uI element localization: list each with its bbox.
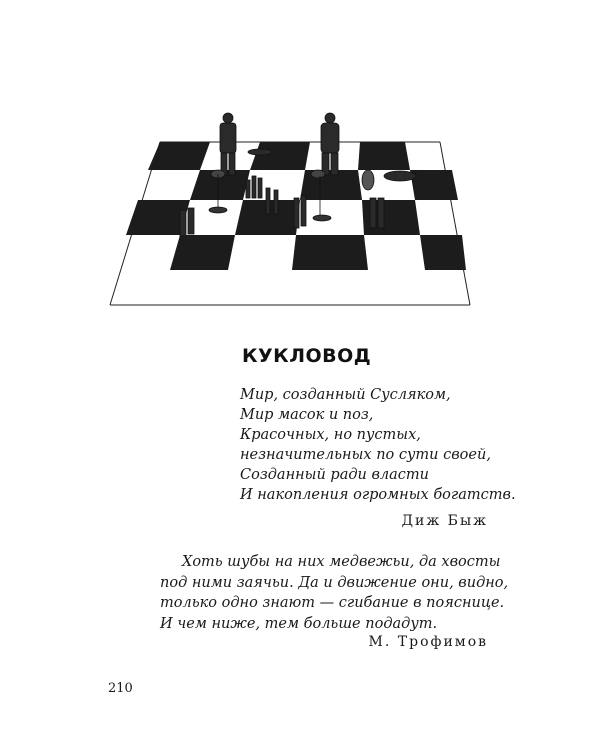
poem-line: И накопления огромных богатств. bbox=[240, 487, 516, 503]
quote-line: под ними заячьи. Да и движение они, видно, bbox=[160, 574, 509, 591]
quote-line: И чем ниже, тем больше подадут. bbox=[160, 615, 438, 632]
poem-line: Созданный ради власти bbox=[240, 467, 430, 483]
quote-line: только одно знают — сгибание в пояснице. bbox=[160, 595, 505, 611]
poem bbox=[240, 385, 516, 505]
article-title: КУКЛОВОД bbox=[242, 345, 372, 367]
poem-line: Мир масок и поз, bbox=[240, 407, 374, 423]
quote bbox=[160, 552, 509, 634]
poem-line: Красочных, но пустых, bbox=[240, 427, 421, 443]
quote-line: Хоть шубы на них медвежьи, да хвосты bbox=[182, 554, 501, 570]
poem-line: Мир, созданный Сусляком, bbox=[240, 387, 451, 403]
poem-line: незначительных по сути своей, bbox=[240, 447, 491, 463]
page-number: 210 bbox=[108, 681, 133, 696]
quote-author: М. Трофимов bbox=[368, 634, 488, 650]
chessboard-illustration bbox=[100, 90, 480, 315]
poem-author: Диж Быж bbox=[401, 513, 488, 529]
